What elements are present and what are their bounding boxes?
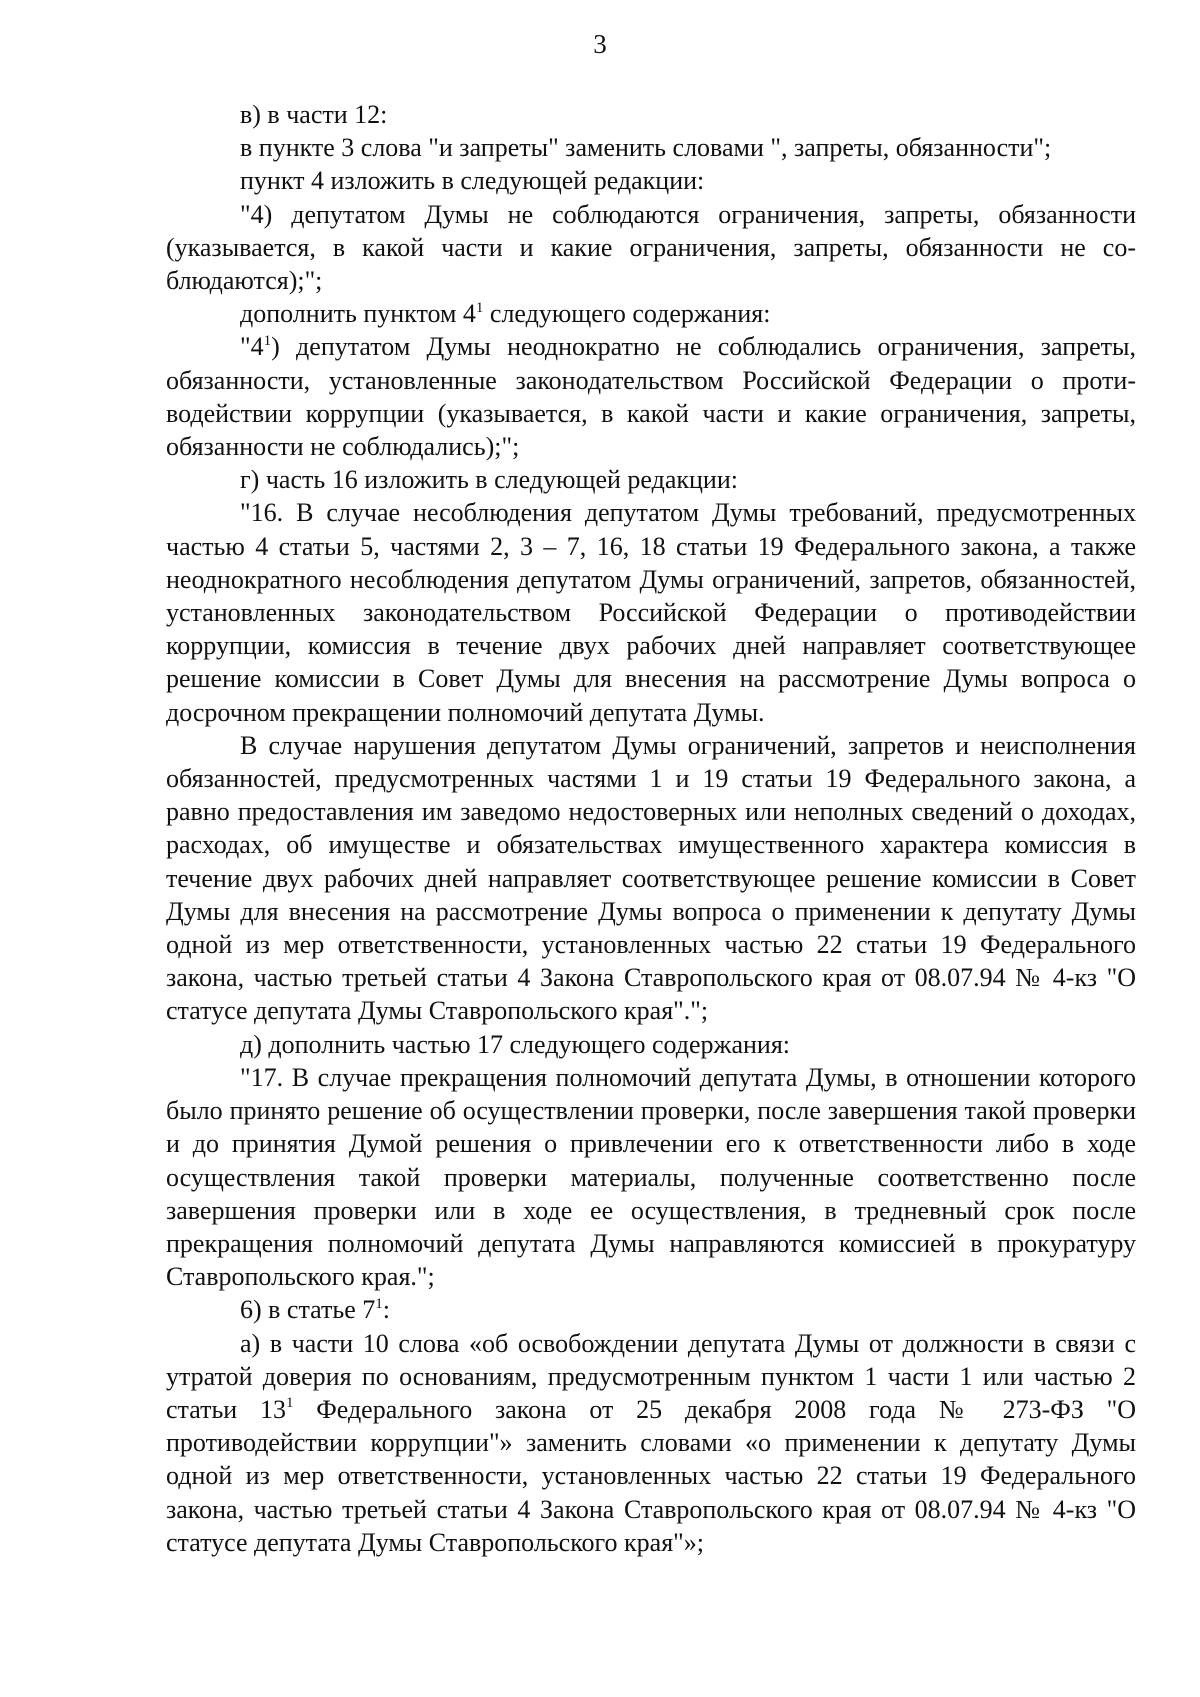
- paragraph-article-7-1: 6) в статье $7^1$:: [240, 1295, 391, 1325]
- paragraph-item-3-replace: в пункте 3 слова "и запреты" заменить словами ", запреты, обязанности";: [240, 133, 1052, 163]
- paragraph-item-d: д) дополнить частью 17 следующего содержания:: [240, 1029, 791, 1059]
- document-body: [166, 98, 1136, 1559]
- paragraph-item-g: г) часть 16 изложить в следующей редакции:: [240, 465, 738, 495]
- paragraph-item-4-intro: пункт 4 изложить в следующей редакции:: [240, 166, 705, 196]
- paragraph-add-item-4-1: дополнить пунктом $4^1$ следующего содержания:: [240, 299, 771, 329]
- paragraph-item-v: в) в части 12:: [240, 100, 388, 129]
- paragraph-item-4-1-text: "$4^1$) депутатом Думы неоднократно не соблюдались ограничения, запреты, обязанности, установленные законодательством Российской Федерации о противодействии коррупции (указывается, в какой части и какие ограничения, запреты, обязанности не соблюдались);";: [166, 332, 1136, 462]
- paragraph-part-16-violation: В случае нарушения депутатом Думы ограничений, запретов и неисполнения обязанностей, предусмотренных частями 1 и 19 статьи 19 Федерального закона, а равно предоставления им заведомо недостоверных или неполных сведений о доходах, расходах, об имуществе и обязательствах имущественного характера комиссия в течение двух рабочих дней направляет соответствующее решение комиссии в Совет Думы для внесения на рассмотрение Думы вопроса о применении к депутату Думы одной из мер ответственности, установленных частью 22 статьи 19 Федерального закона, частью третьей статьи 4 Закона Ставропольского края от 08.07.94 № 4-кз "О статусе депутата Думы Ставропольского края".";: [166, 730, 1136, 1026]
- paragraph-item-4-text: "4) депутатом Думы не соблюдаются ограничения, запреты, обязанности (указывается, в какой части и какие ограничения, запреты, обязанности не соблюдаются);";: [166, 199, 1136, 296]
- paragraph-part-17: "17. В случае прекращения полномочий депутата Думы, в отношении которого было принято решение об осуществлении проверки, после завершения такой проверки и до принятия Думой решения о привлечении его к ответственности либо в ходе осуществления такой проверки материалы, полученные соответственно после завершения проверки или в ходе ее осуществления, в тредневный срок после прекращения полномочий депутата Думы направляются комиссией в прокуратуру Ставропольского края.";: [166, 1062, 1136, 1292]
- page-number: 3: [593, 29, 607, 59]
- paragraph-part-10: а) в части 10 слова «об освобождении депутата Думы от должности в связи с утратой доверия по основаниям, предусмотренным пунктом 1 части 1 или частью 2 статьи $13^1$ Федерального закона от 25 декабря 2008 года № 273-ФЗ "О противодействии коррупции"» заменить словами «о применении к депутату Думы одной из мер ответственности, установленных частью 22 статьи 19 Федерального закона, частью третьей статьи 4 Закона Ставропольского края от 08.07.94 № 4-кз "О статусе депутата Думы Ставропольского края"»;: [166, 1328, 1136, 1557]
- paragraph-part-16: "16. В случае несоблюдения депутатом Думы требований, предусмотренных частью 4 статьи 5, частями 2, 3 – 7, 16, 18 статьи 19 Федерального закона, а также неоднократного несоблюдения депутатом Думы ограничений, запретов, обязанностей, установленных законодательством Российской Федерации о противодействии коррупции, комиссия в течение двух рабочих дней направляет соответствующее решение комиссии в Совет Думы для внесения на рассмотрение Думы вопроса о досрочном прекращении полномочий депутата Думы.: [166, 498, 1136, 727]
